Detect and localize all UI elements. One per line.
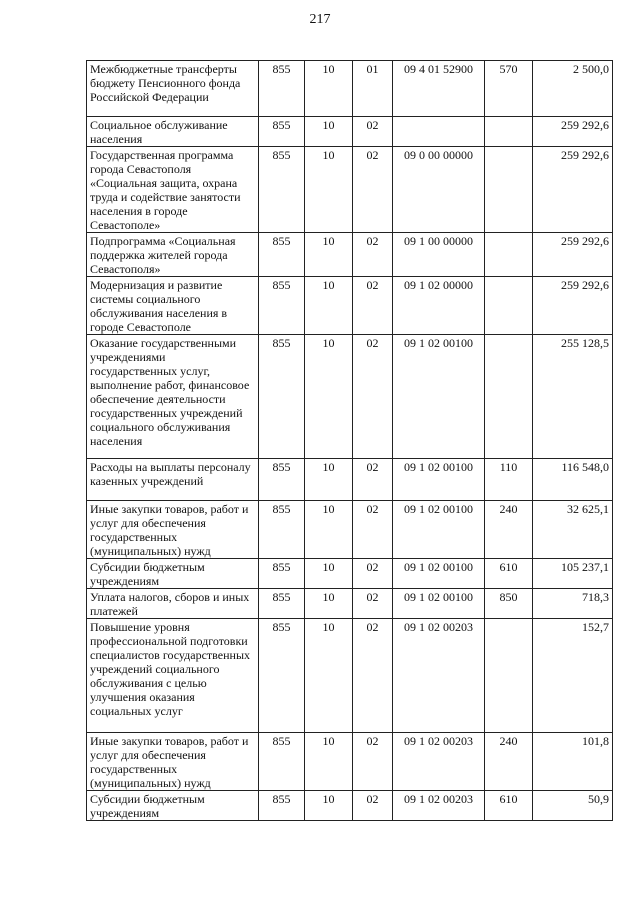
subsection-code-cell: 02 [353,117,393,147]
expense-type-cell [485,233,533,277]
amount-cell: 32 625,1 [533,501,613,559]
row-name-cell: Государственная программа города Севастополя «Социальная защита, охрана труда и содействие занятости населения в городе Севастополе» [87,147,259,233]
table-row [87,791,613,821]
section-code-cell: 10 [305,277,353,335]
table-row [87,559,613,589]
row-name-cell: Иные закупки товаров, работ и услуг для обеспечения государственных (муниципальных) нужд [87,501,259,559]
table-row [87,335,613,459]
ministry-code-cell: 855 [259,147,305,233]
ministry-code-cell: 855 [259,791,305,821]
target-article-cell: 09 1 02 00100 [393,501,485,559]
ministry-code-cell: 855 [259,117,305,147]
row-name-cell: Межбюджетные трансферты бюджету Пенсионного фонда Российской Федерации [87,61,259,117]
row-name-cell: Расходы на выплаты персоналу казенных учреждений [87,459,259,501]
ministry-code-cell: 855 [259,233,305,277]
amount-cell: 259 292,6 [533,277,613,335]
section-code-cell: 10 [305,147,353,233]
amount-cell: 105 237,1 [533,559,613,589]
section-code-cell: 10 [305,791,353,821]
target-article-cell: 09 0 00 00000 [393,147,485,233]
subsection-code-cell: 02 [353,589,393,619]
ministry-code-cell: 855 [259,61,305,117]
row-name-cell: Иные закупки товаров, работ и услуг для обеспечения государственных (муниципальных) нужд [87,733,259,791]
amount-cell: 152,7 [533,619,613,733]
section-code-cell: 10 [305,501,353,559]
ministry-code-cell: 855 [259,277,305,335]
amount-cell: 259 292,6 [533,147,613,233]
ministry-code-cell: 855 [259,559,305,589]
amount-cell: 101,8 [533,733,613,791]
amount-cell: 259 292,6 [533,117,613,147]
target-article-cell: 09 1 02 00100 [393,589,485,619]
subsection-code-cell: 02 [353,459,393,501]
ministry-code-cell: 855 [259,589,305,619]
target-article-cell: 09 1 00 00000 [393,233,485,277]
row-name-cell: Повышение уровня профессиональной подготовки специалистов государственных учреждений социального обслуживания с целью улучшения оказания социальных услуг [87,619,259,733]
table-row [87,61,613,117]
table-row [87,619,613,733]
ministry-code-cell: 855 [259,459,305,501]
section-code-cell: 10 [305,117,353,147]
expense-type-cell: 850 [485,589,533,619]
section-code-cell: 10 [305,559,353,589]
table-row [87,459,613,501]
row-name-cell: Социальное обслуживание населения [87,117,259,147]
table-row [87,117,613,147]
section-code-cell: 10 [305,619,353,733]
expense-type-cell: 240 [485,501,533,559]
section-code-cell: 10 [305,459,353,501]
section-code-cell: 10 [305,589,353,619]
budget-table [86,60,613,821]
table-body [87,61,613,821]
expense-type-cell [485,619,533,733]
expense-type-cell [485,335,533,459]
subsection-code-cell: 02 [353,233,393,277]
subsection-code-cell: 02 [353,619,393,733]
subsection-code-cell: 02 [353,277,393,335]
table-row [87,277,613,335]
row-name-cell: Подпрограмма «Социальная поддержка жителей города Севастополя» [87,233,259,277]
table-row [87,147,613,233]
section-code-cell: 10 [305,61,353,117]
target-article-cell [393,117,485,147]
subsection-code-cell: 02 [353,335,393,459]
expense-type-cell: 610 [485,791,533,821]
ministry-code-cell: 855 [259,733,305,791]
subsection-code-cell: 01 [353,61,393,117]
ministry-code-cell: 855 [259,619,305,733]
expense-type-cell [485,147,533,233]
ministry-code-cell: 855 [259,335,305,459]
target-article-cell: 09 1 02 00203 [393,619,485,733]
row-name-cell: Оказание государственными учреждениями государственных услуг, выполнение работ, финансовое обеспечение деятельности государственных учреждений социального обслуживания населения [87,335,259,459]
amount-cell: 2 500,0 [533,61,613,117]
ministry-code-cell: 855 [259,501,305,559]
page-number: 217 [309,12,331,27]
expense-type-cell: 570 [485,61,533,117]
amount-cell: 50,9 [533,791,613,821]
expense-type-cell [485,277,533,335]
subsection-code-cell: 02 [353,559,393,589]
subsection-code-cell: 02 [353,147,393,233]
expense-type-cell [485,117,533,147]
amount-cell: 116 548,0 [533,459,613,501]
subsection-code-cell: 02 [353,791,393,821]
expense-type-cell: 110 [485,459,533,501]
section-code-cell: 10 [305,733,353,791]
target-article-cell: 09 1 02 00100 [393,335,485,459]
table-row [87,501,613,559]
expense-type-cell: 610 [485,559,533,589]
target-article-cell: 09 4 01 52900 [393,61,485,117]
target-article-cell: 09 1 02 00203 [393,791,485,821]
table-row [87,733,613,791]
row-name-cell: Уплата налогов, сборов и иных платежей [87,589,259,619]
section-code-cell: 10 [305,335,353,459]
target-article-cell: 09 1 02 00100 [393,459,485,501]
table-row [87,589,613,619]
row-name-cell: Субсидии бюджетным учреждениям [87,559,259,589]
subsection-code-cell: 02 [353,501,393,559]
target-article-cell: 09 1 02 00000 [393,277,485,335]
target-article-cell: 09 1 02 00100 [393,559,485,589]
subsection-code-cell: 02 [353,733,393,791]
expense-type-cell: 240 [485,733,533,791]
table-row [87,233,613,277]
row-name-cell: Модернизация и развитие системы социального обслуживания населения в городе Севастополе [87,277,259,335]
row-name-cell: Субсидии бюджетным учреждениям [87,791,259,821]
amount-cell: 259 292,6 [533,233,613,277]
section-code-cell: 10 [305,233,353,277]
target-article-cell: 09 1 02 00203 [393,733,485,791]
amount-cell: 255 128,5 [533,335,613,459]
amount-cell: 718,3 [533,589,613,619]
